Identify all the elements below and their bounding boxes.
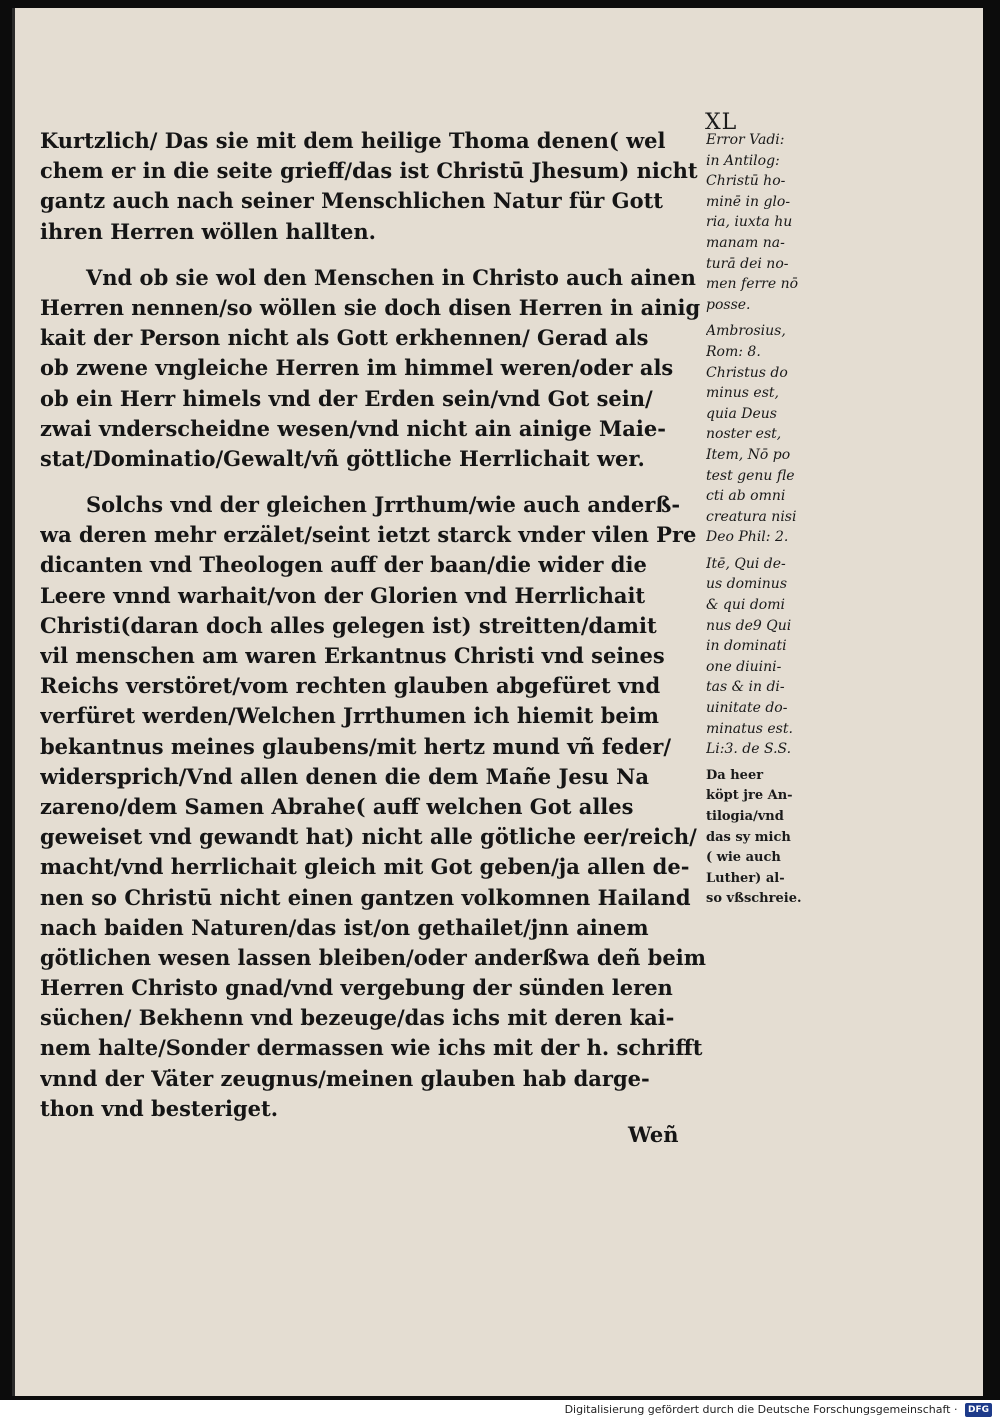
margin-note-line: Rom: 8.	[706, 343, 761, 360]
text-line: ob zwene vngleiche Herren im himmel weren/oder als	[40, 355, 674, 381]
margin-note-line: in Antilog:	[706, 152, 780, 169]
margin-note-line: nus de9 Qui	[706, 617, 792, 634]
margin-note-line: tas & in di-	[706, 679, 785, 696]
margin-note-line: Ambrosius,	[706, 323, 786, 340]
main-text-block	[40, 126, 720, 1140]
margin-note-line: creatura nisi	[706, 508, 797, 525]
margin-note-line: noster est,	[706, 426, 782, 443]
margin-note	[706, 321, 844, 548]
margin-note-line: köpt jre An-	[706, 788, 793, 804]
margin-note-line: Christū ho-	[706, 173, 786, 190]
margin-note-line: us dominus	[706, 576, 788, 593]
margin-note-line: minatus est.	[706, 720, 793, 737]
margin-note-line: & qui domi	[706, 597, 785, 614]
margin-note-line: ria, iuxta hu	[706, 214, 793, 231]
margin-note-line: in dominati	[706, 638, 787, 655]
text-line: ihren Herren wöllen hallten.	[40, 218, 376, 244]
margin-note-line: Luther) al-	[706, 870, 785, 886]
text-line: widersprich/Vnd allen denen die dem Mañe Jesu Na	[40, 763, 649, 789]
margin-note-line: posse.	[706, 296, 751, 313]
page-number: XL	[705, 110, 738, 135]
text-line: wa deren mehr erzälet/seint ietzt starck vnder vilen Pre	[40, 522, 697, 548]
text-line: Herren Christo gnad/vnd vergebung der sünden leren	[40, 975, 673, 1001]
margin-note-line: quia Deus	[706, 405, 777, 422]
text-line: zwai vnderscheidne wesen/vnd nicht ain ainige Maie-	[40, 415, 666, 441]
margin-note-line: so vßschreie.	[706, 891, 802, 907]
text-line: geweiset vnd gewandt hat) nicht alle götliche eer/reich/	[40, 824, 697, 850]
text-paragraph	[40, 490, 720, 1124]
margin-note-line: Item, Nō po	[706, 446, 791, 463]
catchword: Weñ	[628, 1122, 679, 1147]
margin-note-line: men ferre nō	[706, 276, 799, 293]
text-line: Christi(daran doch alles gelegen ist) streitten/damit	[40, 612, 657, 638]
margin-note	[706, 130, 844, 315]
text-line: Kurtzlich/ Das sie mit dem heilige Thoma denen( wel	[40, 128, 666, 153]
text-line: götlichen wesen lassen bleiben/oder anderßwa deñ beim	[40, 944, 706, 970]
margin-note-line: minē in glo-	[706, 193, 791, 210]
margin-note-line: cti ab omni	[706, 488, 786, 505]
margin-note-line: test genu fle	[706, 467, 795, 484]
digitization-credit-footer	[0, 1400, 1000, 1420]
text-line: süchen/ Bekhenn vnd bezeuge/das ichs mit deren kai-	[40, 1005, 675, 1031]
text-line: Herren nennen/so wöllen sie doch disen Herren in ainig	[40, 294, 701, 320]
text-line: thon vnd besteriget.	[40, 1095, 279, 1121]
margin-note-line: Christus do	[706, 364, 788, 381]
margin-note-line: tilogia/vnd	[706, 809, 784, 824]
text-line: bekantnus meines glaubens/mit hertz mund vñ feder/	[40, 733, 672, 759]
margin-note-line: Deo Phil: 2.	[706, 529, 789, 546]
text-line: Vnd ob sie wol den Menschen in Christo auch ainen	[86, 264, 696, 290]
text-line: chem er in die seite grieff/das ist Christū Jhesum) nicht	[40, 158, 698, 184]
margin-note-line: Li:3. de S.S.	[706, 741, 792, 758]
text-line: nen so Christū nicht einen gantzen volkomnen Hailand	[40, 884, 691, 910]
text-line: gantz auch nach seiner Menschlichen Natur für Gott	[40, 188, 664, 214]
text-line: Solchs vnd der gleichen Jrrthum/wie auch anderß-	[86, 492, 681, 518]
margin-notes	[706, 130, 844, 910]
text-line: Reichs verstöret/vom rechten glauben abgefüret vnd	[40, 673, 661, 699]
margin-note-line: Error Vadi:	[706, 132, 785, 148]
text-paragraph	[40, 263, 720, 474]
margin-note-line: Da heer	[706, 767, 764, 783]
margin-note-line: manam na-	[706, 234, 785, 251]
text-line: nach baiden Naturen/das ist/on gethailet/jnn ainem	[40, 914, 649, 940]
margin-note-line: ( wie auch	[706, 850, 781, 866]
margin-note-line: das sy mich	[706, 829, 791, 845]
text-line: ob ein Herr himels vnd der Erden sein/vnd Got sein/	[40, 385, 653, 411]
margin-note-line: minus est,	[706, 385, 779, 402]
text-line: vnnd der Väter zeugnus/meinen glauben hab darge-	[40, 1065, 650, 1091]
text-line: nem halte/Sonder dermassen wie ichs mit der h. schrifft	[40, 1035, 703, 1061]
margin-note-line: uinitate do-	[706, 700, 788, 717]
text-line: verfüret werden/Welchen Jrrthumen ich hiemit beim	[40, 703, 659, 729]
margin-note-line: Itē, Qui de-	[706, 555, 786, 572]
text-line: vil menschen am waren Erkantnus Christi vnd seines	[40, 643, 665, 668]
margin-note-line: turā dei no-	[706, 255, 789, 272]
text-line: zareno/dem Samen Abrahe( auff welchen Got alles	[40, 793, 634, 819]
text-line: stat/Dominatio/Gewalt/vñ göttliche Herrlichait wer.	[40, 445, 645, 471]
footer-credit-text: Digitalisierung gefördert durch die Deutsche Forschungsgemeinschaft ·	[564, 1403, 958, 1416]
dfg-logo: DFG	[965, 1403, 992, 1417]
text-line: Leere vnnd warhait/von der Glorien vnd Herrlichait	[40, 582, 646, 608]
margin-note-line: one diuini-	[706, 658, 782, 675]
text-paragraph	[40, 126, 720, 247]
margin-note	[706, 766, 844, 910]
text-line: macht/vnd herrlichait gleich mit Got geben/ja allen de-	[40, 854, 690, 880]
margin-note	[706, 554, 844, 760]
text-line: kait der Person nicht als Gott erkhennen/ Gerad als	[40, 325, 649, 351]
text-line: dicanten vnd Theologen auff der baan/die wider die	[40, 552, 647, 578]
